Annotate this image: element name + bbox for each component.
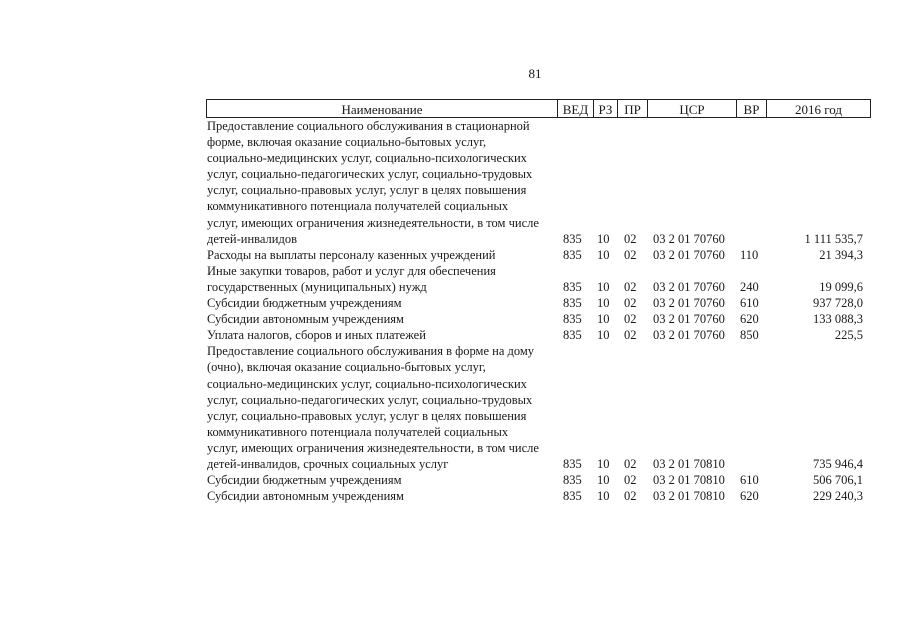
row-vr: 110 (740, 247, 759, 262)
row-amount: 19 099,6 (819, 279, 863, 294)
row-csr: 03 2 01 70810 (653, 473, 725, 488)
table-row (206, 118, 871, 247)
row-name: Уплата налогов, сборов и иных платежей (207, 328, 426, 343)
row-rz: 10 (597, 312, 610, 327)
row-pr: 02 (624, 473, 637, 488)
table-row (206, 247, 871, 263)
row-name: Субсидии автономным учреждениям (207, 312, 404, 327)
row-name: Предоставление социального обслуживания в стационарной форме, включая оказание социально-бытовых услуг, социально-медицинских услуг, социально-психологических услуг, социально-педагогических услуг, социально-трудовых услуг, социально-правовых услуг, услуг в целях повышения коммуникативного потенциала получателей социальных услуг, имеющих ограничения жизнедеятельности, в том числе детей-инвалидов (207, 119, 539, 246)
budget-table (206, 99, 871, 504)
row-name: Субсидии бюджетным учреждениям (207, 296, 402, 311)
table-header (206, 99, 871, 118)
row-amount: 225,5 (834, 328, 863, 343)
row-ved: 835 (563, 312, 582, 327)
table-row (206, 311, 871, 327)
row-ved: 835 (563, 296, 582, 311)
table-row (206, 472, 871, 488)
row-name: Субсидии автономным учреждениям (207, 489, 404, 504)
row-amount: 937 728,0 (813, 296, 863, 311)
page-number: 81 (528, 66, 542, 81)
row-pr: 02 (624, 489, 637, 504)
row-csr: 03 2 01 70760 (653, 312, 725, 327)
row-pr: 02 (624, 328, 637, 343)
row-name: Субсидии бюджетным учреждениям (207, 473, 402, 488)
row-pr: 02 (624, 279, 637, 294)
row-ved: 835 (563, 279, 582, 294)
row-amount: 229 240,3 (813, 489, 863, 504)
header-rz: РЗ (594, 100, 618, 117)
table-row (206, 263, 871, 295)
row-rz: 10 (597, 231, 610, 246)
row-ved: 835 (563, 328, 582, 343)
row-ved: 835 (563, 489, 582, 504)
header-pr: ПР (618, 100, 648, 117)
row-amount: 133 088,3 (813, 312, 863, 327)
row-rz: 10 (597, 328, 610, 343)
table-row (206, 327, 871, 343)
row-csr: 03 2 01 70810 (653, 489, 725, 504)
row-name: Расходы на выплаты персоналу казенных учреждений (207, 247, 496, 262)
row-csr: 03 2 01 70760 (653, 231, 725, 246)
row-rz: 10 (597, 247, 610, 262)
header-ved: ВЕД (558, 100, 594, 117)
row-vr: 620 (740, 312, 759, 327)
row-amount: 1 111 535,7 (804, 231, 863, 246)
row-csr: 03 2 01 70760 (653, 247, 725, 262)
table-row (206, 488, 871, 504)
row-name: Предоставление социального обслуживания в форме на дому (очно), включая оказание социально-бытовых услуг, социально-медицинских услуг, социально-психологических услуг, социально-педагогических услуг, социально-трудовых услуг, социально-правовых услуг, услуг в целях повышения коммуникативного потенциала получателей социальных услуг, имеющих ограничения жизнедеятельности, в том числе детей-инвалидов, срочных социальных услуг (207, 344, 539, 471)
row-ved: 835 (563, 456, 582, 471)
row-amount: 21 394,3 (819, 247, 863, 262)
row-ved: 835 (563, 231, 582, 246)
row-csr: 03 2 01 70760 (653, 296, 725, 311)
row-ved: 835 (563, 473, 582, 488)
row-rz: 10 (597, 296, 610, 311)
row-vr: 240 (740, 279, 759, 294)
row-csr: 03 2 01 70760 (653, 328, 725, 343)
row-rz: 10 (597, 489, 610, 504)
row-pr: 02 (624, 247, 637, 262)
header-year: 2016 год (795, 102, 842, 117)
row-rz: 10 (597, 456, 610, 471)
row-pr: 02 (624, 296, 637, 311)
row-vr: 610 (740, 473, 759, 488)
row-vr: 850 (740, 328, 759, 343)
table-body (206, 118, 871, 504)
row-rz: 10 (597, 473, 610, 488)
row-ved: 835 (563, 247, 582, 262)
row-vr: 610 (740, 296, 759, 311)
row-name: Иные закупки товаров, работ и услуг для обеспечения государственных (муниципальных) нужд (207, 263, 496, 294)
table-row (206, 343, 871, 472)
row-amount: 735 946,4 (813, 456, 863, 471)
row-vr: 620 (740, 489, 759, 504)
row-pr: 02 (624, 231, 637, 246)
row-csr: 03 2 01 70810 (653, 456, 725, 471)
header-name: Наименование (207, 100, 558, 117)
row-rz: 10 (597, 279, 610, 294)
row-amount: 506 706,1 (813, 473, 863, 488)
row-csr: 03 2 01 70760 (653, 279, 725, 294)
header-vr: ВР (737, 100, 767, 117)
row-pr: 02 (624, 312, 637, 327)
table-row (206, 295, 871, 311)
row-pr: 02 (624, 456, 637, 471)
header-csr: ЦСР (648, 100, 737, 117)
